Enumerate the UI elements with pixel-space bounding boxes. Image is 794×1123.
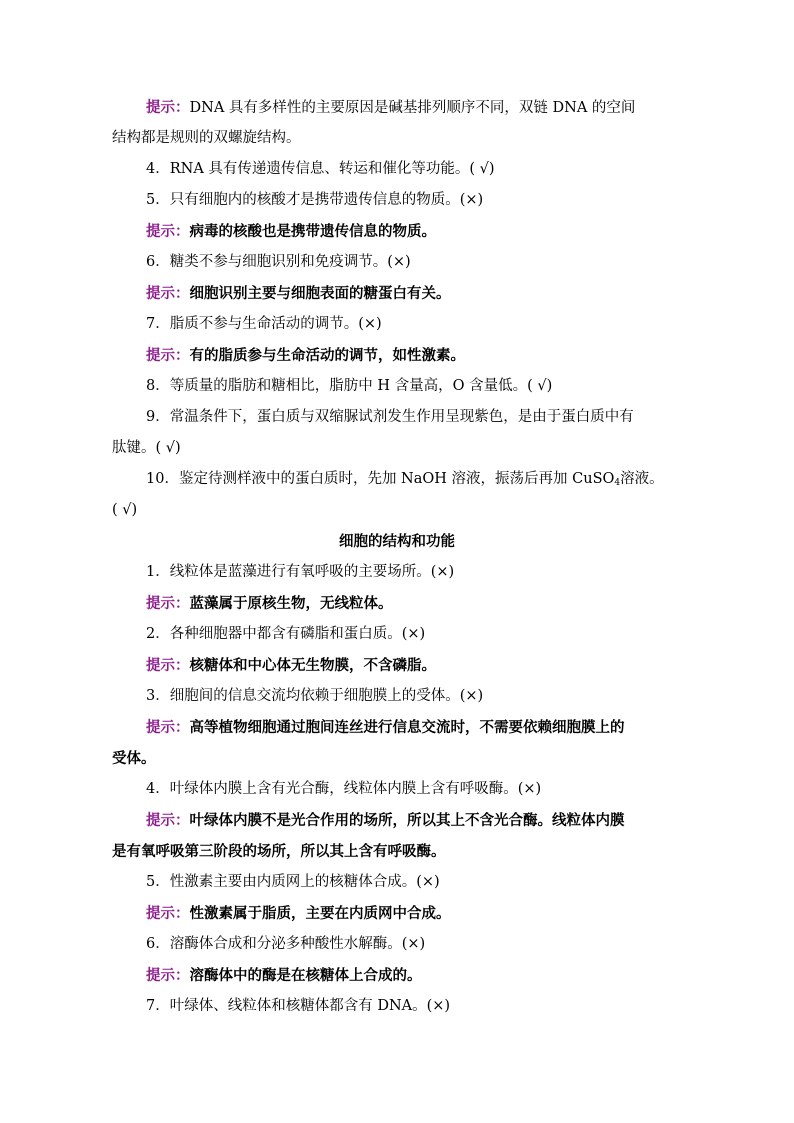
hint-text: 有的脂质参与生命活动的调节，如性激素。	[189, 347, 465, 364]
hint-line-continued	[112, 836, 682, 867]
hint-text: 性激素属于脂质，主要在内质网中合成。	[189, 905, 451, 922]
statement-item: 8．等质量的脂肪和糖相比，脂肪中 H 含量高，O 含量低。( √)	[146, 378, 553, 394]
hint-label: 提示：	[146, 812, 190, 829]
statement-item: 2．各种细胞器中都含有磷脂和蛋白质。(×)	[146, 626, 426, 642]
statement-item: 5．只有细胞内的核酸才是携带遗传信息的物质。(×)	[146, 192, 484, 208]
statement-item: 7．叶绿体、线粒体和核糖体都含有 DNA。(×)	[146, 998, 451, 1014]
hint-line	[112, 216, 682, 247]
hint-line	[112, 650, 682, 681]
hint-line	[112, 960, 682, 991]
statement-text-end: 溶液。	[620, 471, 664, 487]
hint-label: 提示：	[146, 719, 190, 736]
statement-item: 7．脂质不参与生命活动的调节。(×)	[146, 316, 382, 332]
hint-line-continued	[112, 743, 682, 774]
hint-line	[112, 588, 682, 619]
statement-text: 10．鉴定待测样液中的蛋白质时，先加 NaOH 溶液，振荡后再加 CuSO	[146, 471, 615, 487]
hint-text: 细胞识别主要与细胞表面的糖蛋白有关。	[189, 285, 451, 302]
hint-line-continued	[112, 123, 682, 154]
statement-item-continued: ( √)	[112, 502, 138, 518]
hint-line	[112, 805, 682, 836]
section-heading: 细胞的结构和功能	[339, 533, 455, 550]
hint-label: 提示：	[146, 99, 190, 116]
statement-item	[112, 464, 682, 495]
statement-item: 9．常温条件下，蛋白质与双缩脲试剂发生作用呈现紫色，是由于蛋白质中有	[146, 409, 634, 425]
hint-label: 提示：	[146, 223, 190, 240]
hint-line	[112, 92, 682, 123]
hint-text: 高等植物细胞通过胞间连丝进行信息交流时，不需要依赖细胞膜上的	[189, 719, 625, 736]
hint-line	[112, 278, 682, 309]
hint-label: 提示：	[146, 967, 190, 984]
statement-item-continued: 肽键。( √)	[112, 440, 181, 456]
hint-text: 溶酶体中的酶是在核糖体上合成的。	[189, 967, 422, 984]
statement-item: 3．细胞间的信息交流均依赖于细胞膜上的受体。(×)	[146, 688, 484, 704]
hint-text: 核糖体和中心体无生物膜，不含磷脂。	[189, 657, 436, 674]
hint-label: 提示：	[146, 905, 190, 922]
hint-line	[112, 712, 682, 743]
hint-label: 提示：	[146, 347, 190, 364]
hint-text: 是有氧呼吸第三阶段的场所，所以其上含有呼吸酶。	[112, 843, 446, 860]
statement-item: 5．性激素主要由内质网上的核糖体合成。(×)	[146, 874, 440, 890]
hint-line	[112, 340, 682, 371]
hint-text: 结构都是规则的双螺旋结构。	[112, 130, 301, 146]
hint-text: DNA 具有多样性的主要原因是碱基排列顺序不同，双链 DNA 的空间	[189, 100, 636, 116]
hint-text: 叶绿体内膜不是光合作用的场所，所以其上不含光合酶。线粒体内膜	[189, 812, 625, 829]
statement-item: 4．RNA 具有传递遗传信息、转运和催化等功能。( √)	[146, 161, 495, 177]
subscript: 4	[614, 478, 621, 488]
statement-item: 4．叶绿体内膜上含有光合酶，线粒体内膜上含有呼吸酶。(×)	[146, 781, 542, 797]
hint-line	[112, 898, 682, 929]
hint-text: 蓝藻属于原核生物，无线粒体。	[189, 595, 393, 612]
statement-item: 1．线粒体是蓝藻进行有氧呼吸的主要场所。(×)	[146, 564, 455, 580]
statement-item: 6．溶酶体合成和分泌多种酸性水解酶。(×)	[146, 936, 426, 952]
hint-label: 提示：	[146, 657, 190, 674]
hint-text: 受体。	[112, 750, 156, 767]
statement-item: 6．糖类不参与细胞识别和免疫调节。(×)	[146, 254, 411, 270]
document-page	[112, 92, 682, 1022]
hint-text: 病毒的核酸也是携带遗传信息的物质。	[189, 223, 436, 240]
hint-label: 提示：	[146, 595, 190, 612]
hint-label: 提示：	[146, 285, 190, 302]
